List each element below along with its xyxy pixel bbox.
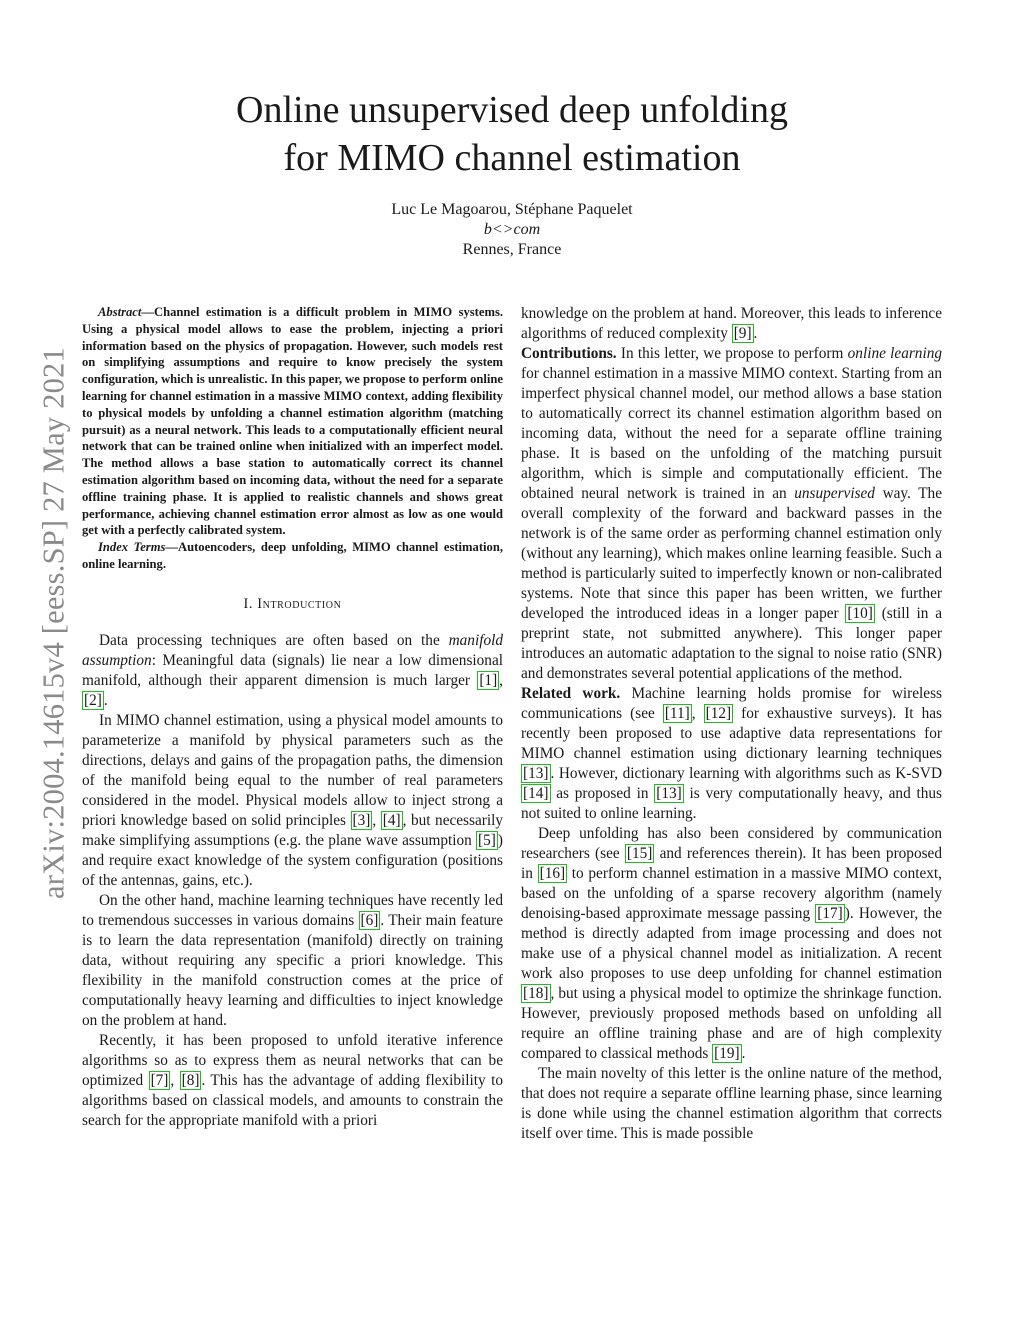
left-column [82,304,503,1131]
index-terms [82,539,503,573]
text-run: , but necessarily make simplifying assumptions (e.g. the plane wave assumption [82,811,503,849]
intro-paragraph-4 [82,1031,503,1131]
paper-title [120,86,904,182]
citation-link[interactable]: [13] [656,785,682,802]
text-run: Data processing techniques are often based on the [99,631,449,649]
citation-link[interactable]: [10] [847,605,873,622]
text-run: . However, dictionary learning with algorithms such as K-SVD [550,765,942,782]
text-run: ) and require exact knowledge of the system configuration (positions of the antennas, gains, etc.). [82,831,503,889]
author-names: Luc Le Magoarou, Stéphane Paquelet [391,201,633,218]
citation-link[interactable]: [18] [523,985,549,1002]
citation-link[interactable]: [12] [705,705,732,722]
emphasis: online learning [847,345,942,362]
title-line-1: Online unsupervised deep unfolding [236,89,788,131]
related-work-paragraph [521,684,942,824]
text-run: is very computationally heavy, and thus not suited to online learning. [521,785,942,822]
arxiv-identifier: arXiv:2004.14615v4 [eess.SP] 27 May 2021 [36,347,71,899]
emphasis: manifold assumption [82,631,503,669]
text-run: , [691,705,704,722]
citation-link[interactable]: [14] [523,785,549,802]
citation-link[interactable]: [6] [360,911,379,929]
index-terms-text: —Autoencoders, deep unfolding, MIMO channel estimation, online learning. [82,540,503,571]
text-run: Deep unfolding has also been considered by communication researchers (see [521,825,942,862]
citation-link[interactable]: [5] [478,831,496,849]
citation-link[interactable]: [4] [382,811,401,829]
text-run: ). However, the method is directly adapted from image processing and does not make use of a physical channel model as initialization. A recent work also proposes to use deep unfolding for channel estimation [521,905,943,982]
deep-unfolding-paragraph [521,824,942,1064]
paragraph-heading: Related work. [521,685,621,702]
text-run: knowledge on the problem at hand. Moreover, this leads to inference algorithms of reduced complexity [521,305,942,342]
text-run: In this letter, we propose to perform [616,345,848,362]
text-run: (still in a preprint state, not submitted anywhere). This longer paper introduces an automatic adaptation to the signal to noise ratio (SNR) and demonstrates several potential applications of the method. [521,605,942,682]
text-run: In MIMO channel estimation, using a physical model amounts to parameterize a manifold by physical parameters such as the directions, delays and gains of the propagation paths, the dimension of the manifold being equal to the number of real parameters considered in the model. Physical models allow to inject strong a priori knowledge based on solid principles [82,711,503,829]
section-number: I. [243,595,254,612]
novelty-paragraph [521,1064,942,1144]
text-run: and references therein). It has been proposed in [521,845,942,882]
right-column [521,304,942,1144]
text-run: way. The overall complexity of the forward and backward passes in the network is of the same order as performing channel estimation only (without any learning), which makes online learning feasible. Such a method is particularly suited to imperfectly known or non-calibrated systems. Note that since this paper has been written, we further developed the introduced ideas in a longer paper [521,485,942,622]
citation-link[interactable]: [11] [664,705,690,722]
title-line-2: for MIMO channel estimation [283,137,741,179]
abstract [82,304,503,573]
citation-link[interactable]: [7] [150,1071,169,1089]
text-run: . [103,691,108,709]
intro-paragraph-2 [82,711,503,891]
text-run: Recently, it has been proposed to unfold iterative inference algorithms so as to express them as neural networks that can be optimized [82,1031,503,1089]
emphasis: unsupervised [794,485,875,502]
text-run: , [499,671,503,689]
text-run: : Meaningful data (signals) lie near a low dimensional manifold, although their apparent dimension is much larger [82,651,503,689]
citation-link[interactable]: [13] [523,765,549,782]
text-run: , [372,811,381,829]
text-run: , but using a physical model to optimize the shrinkage function. However, previously proposed methods based on unfolding all require an offline training phase and are of high complexity compared to classical methods [521,985,942,1062]
text-run: for channel estimation in a massive MIMO context. Starting from an imperfect physical channel model, our method allows a base station to automatically correct its channel estimation algorithm based on incoming data, without the need for a separate offline training phase. It is based on the unfolding of the matching pursuit algorithm, which is simple and computationally efficient. The obtained neural network is trained in an [521,365,942,502]
text-run: for exhaustive surveys). It has recently been proposed to use adaptive data representations for MIMO channel estimation using dictionary learning techniques [521,705,942,762]
abstract-text: —Channel estimation is a difficult problem in MIMO systems. Using a physical model allows to ease the problem, injecting a priori information based on the physics of propagation. However, such models rest on simplifying assumptions and require to know precisely the system configuration, which is unrealistic. In this paper, we propose to perform online learning for channel estimation in a massive MIMO context, adding flexibility to physical models by unfolding a channel estimation algorithm (matching pursuit) as a neural network. This leads to a computationally efficient neural network that can be trained online when initialized with an imperfect model. The method allows a base station to automatically correct its channel estimation algorithm based on incoming data, without the need for a separate offline training phase. It is applied to realistic channels and shows great performance, achieving channel estimation error almost as low as one would get with a perfectly calibrated system. [82,305,503,538]
text-run: , [170,1071,180,1089]
citation-link[interactable]: [16] [539,865,566,882]
text-run: . Their main feature is to learn the data representation (manifold) directly on training data, without requiring any specific a priori knowledge. This flexibility in the manifold construction comes at the price of computationally heavy learning and difficulties to inject knowledge on the problem at hand. [82,911,503,1029]
continued-paragraph [521,304,942,344]
text-run: Machine learning holds promise for wireless communications (see [521,685,942,722]
contributions-paragraph [521,344,942,684]
abstract-paragraph [82,304,503,539]
section-heading [82,594,503,614]
affiliation: b<>com [483,221,541,238]
citation-link[interactable]: [15] [626,845,653,862]
text-run: . [741,1045,746,1062]
text-run: The main novelty of this letter is the online nature of the method, that does not require a separate offline learning phase, since learning is done while using the channel estimation algorithm that corrects itself over time. This is made possible [521,1065,942,1142]
citation-link[interactable]: [3] [352,811,371,829]
citation-link[interactable]: [9] [733,325,752,342]
location: Rennes, France [462,241,562,258]
section-title: Introduction [257,595,342,612]
text-run: On the other hand, machine learning techniques have recently led to tremendous successes in various domains [82,891,503,929]
text-run: . [753,325,758,342]
citation-link[interactable]: [8] [181,1071,200,1089]
text-run: to perform channel estimation in a massive MIMO context, based on the unfolding of a sparse recovery algorithm (namely denoising-based approximate message passing [521,865,942,922]
intro-paragraph-1 [82,631,503,711]
text-run: as proposed in [550,785,655,802]
citation-link[interactable]: [2] [84,691,102,709]
index-terms-label: Index Terms [98,540,166,555]
intro-paragraph-3 [82,891,503,1031]
citation-link[interactable]: [19] [714,1045,740,1062]
abstract-label: Abstract [98,305,142,319]
author-block [120,200,904,260]
citation-link[interactable]: [17] [817,905,843,922]
citation-link[interactable]: [1] [479,671,498,689]
paragraph-heading: Contributions. [521,345,617,362]
text-run: . This has the advantage of adding flexibility to algorithms based on classical models, and amounts to constrain the search for the appropriate manifold with a priori [82,1071,503,1129]
